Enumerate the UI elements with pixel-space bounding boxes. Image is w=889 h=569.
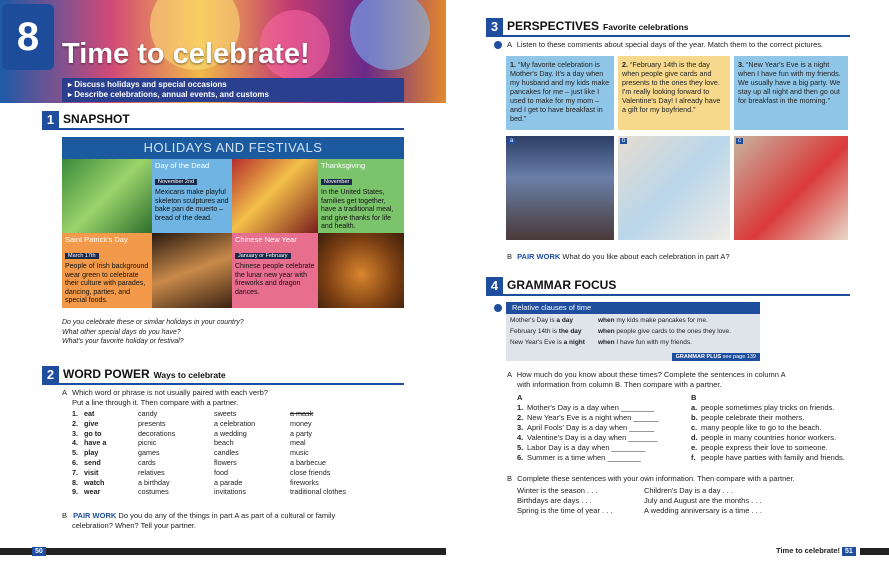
running-footer: Time to celebrate! — [776, 546, 841, 555]
sentence-prompt: Children's Day is a day . . . — [644, 486, 733, 495]
verb: watch — [84, 477, 105, 487]
comment-text: “New Year's Eve is a night when I have fun with my friends. We usually have a big party. We stay up all night and then go out for breakfast in the morning.” — [738, 60, 841, 105]
comment-text: “February 14th is the day when people give cards and presents to the ones they love. I'm really looking forward to Valentine's Day! I already have a gift for my boyfriend.” — [622, 60, 721, 114]
item-number: 4. — [72, 438, 78, 448]
photo-skeleton-sculptures — [152, 233, 232, 308]
word-row — [72, 448, 370, 458]
word-option[interactable]: a parade — [214, 477, 243, 487]
comment-number: 3. — [738, 60, 744, 69]
item-number: 1. — [72, 409, 78, 418]
word-option[interactable]: traditional clothes — [290, 487, 346, 497]
footer-bar-left — [0, 548, 446, 555]
prompts-left — [517, 486, 612, 516]
verb: wear — [84, 487, 101, 497]
grammar-plus-link[interactable]: GRAMMAR PLUS see page 139 — [672, 353, 760, 361]
section-number: 3 — [486, 18, 503, 35]
audio-play-icon[interactable] — [494, 304, 502, 312]
column-b-head: B — [691, 393, 697, 402]
perspectives-b: B PAIR WORK What do you like about each celebration in part A? — [507, 252, 730, 261]
exercise-b: B PAIR WORK Do you do any of the things in part A as part of a cultural or family celebration? When? Tell your partner. — [62, 511, 336, 530]
match-item: a. people sometimes play tricks on friends. — [691, 403, 835, 412]
card-chinese-new-year: Chinese New Year January or February Chinese people celebrate the lunar new year with fireworks and dragon dances. — [232, 233, 318, 308]
page-number-left: 50 — [32, 547, 46, 556]
sentence-prompt: A wedding anniversary is a time . . . — [644, 506, 762, 515]
grammar-b-instructions: B Complete these sentences with your own information. Then compare with a partner. — [507, 474, 795, 483]
sentence-prompt: Winter is the season . . . — [517, 486, 598, 495]
match-item: 5. Labor Day is a day when ________ — [517, 443, 646, 452]
word-option[interactable]: games — [138, 448, 160, 458]
word-option[interactable]: cards — [138, 457, 156, 467]
grammar-a-instructions: A How much do you know about these times? Complete the sentences in column A with information from column B. Then compare with a partner. — [507, 370, 786, 389]
column-b — [691, 403, 845, 463]
word-option[interactable]: flowers — [214, 457, 237, 467]
item-number: 5. — [72, 448, 78, 458]
grammar-box-title: Relative clauses of time — [506, 302, 760, 314]
unit-goals — [62, 78, 404, 102]
word-option[interactable]: candy — [138, 409, 158, 418]
match-item: c. many people like to go to the beach. — [691, 423, 822, 432]
grammar-box — [506, 302, 760, 361]
word-option[interactable]: a celebration — [214, 418, 256, 428]
section-title: SNAPSHOT — [63, 112, 130, 126]
column-a — [517, 403, 659, 463]
word-option[interactable]: relatives — [138, 467, 165, 477]
word-option[interactable]: music — [290, 448, 309, 458]
comment-card — [734, 56, 848, 130]
footer-bar-right — [860, 548, 889, 555]
match-item: 2. New Year's Eve is a night when ______ — [517, 413, 659, 422]
goal-item: ▸ Discuss holidays and special occasions — [68, 80, 227, 89]
card-saint-patricks-day: Saint Patrick's Day March 17th People of Irish background wear green to celebrate their culture with parades, dancing, parties, and special foods. — [62, 233, 152, 308]
section-number: 1 — [42, 111, 59, 128]
sentence-prompt: Birthdays are days . . . — [517, 496, 592, 505]
word-option[interactable]: a wedding — [214, 428, 247, 438]
word-option[interactable]: picnic — [138, 438, 157, 448]
word-option[interactable]: a party — [290, 428, 312, 438]
verb: send — [84, 457, 101, 467]
section-title: PERSPECTIVES Favorite celebrations — [507, 19, 689, 33]
comment-card — [618, 56, 730, 130]
word-option[interactable]: money — [290, 418, 312, 428]
verb: go to — [84, 428, 102, 438]
goal-item: ▸ Describe celebrations, annual events, and customs — [68, 90, 269, 99]
exercise-label-a: A — [62, 388, 68, 397]
item-number: 8. — [72, 477, 78, 487]
sentence-prompt: Spring is the time of year . . . — [517, 506, 613, 515]
word-option[interactable]: a mask — [290, 409, 314, 418]
item-number: 7. — [72, 467, 78, 477]
section-rule — [486, 294, 850, 296]
photo-parade — [62, 159, 152, 233]
hero-photo-highlight — [350, 0, 430, 70]
word-row — [72, 419, 370, 429]
item-number: 2. — [72, 418, 78, 428]
comment-number: 2. — [622, 60, 628, 69]
match-item: e. people express their love to someone. — [691, 443, 828, 452]
column-a-head: A — [517, 393, 523, 402]
word-option[interactable]: food — [214, 467, 228, 477]
word-row — [72, 429, 370, 439]
section-title: GRAMMAR FOCUS — [507, 278, 617, 292]
section-rule — [42, 383, 404, 385]
word-row — [72, 409, 370, 419]
section-rule — [486, 35, 850, 37]
picture-a: a — [506, 136, 614, 240]
word-option[interactable]: a barbecue — [290, 457, 326, 467]
match-item: f. people have parties with family and friends. — [691, 453, 845, 462]
verb: give — [84, 418, 99, 428]
card-day-of-the-dead: Day of the Dead November 2nd Mexicans make playful skeleton sculptures and bake pan de muerto – bread of the dead. — [152, 159, 232, 233]
word-row — [72, 468, 370, 478]
comment-text: “My favorite celebration is Mother's Day. It's a day when my husband and my kids make pancakes for me – just like I used to make for my mom – and I get to have breakfast in bed.” — [510, 60, 610, 123]
item-number: 9. — [72, 487, 78, 497]
verb: eat — [84, 409, 95, 418]
word-option[interactable]: decorations — [138, 428, 176, 438]
section-number: 2 — [42, 366, 59, 383]
word-option[interactable]: invitations — [214, 487, 246, 497]
word-row — [72, 478, 370, 488]
word-option[interactable]: presents — [138, 418, 166, 428]
word-option[interactable]: a birthday — [138, 477, 170, 487]
verb: have a — [84, 438, 107, 448]
word-row — [72, 438, 370, 448]
word-option[interactable]: sweets — [214, 409, 237, 418]
word-row — [72, 487, 370, 497]
match-item: 6. Summer is a time when ________ — [517, 453, 641, 462]
exercise-instructions: Which word or phrase is not usually paired with each verb? Put a line through it. Then compare with a partner. — [72, 388, 268, 407]
picture-b: b — [618, 136, 730, 240]
match-item: 1. Mother's Day is a day when ________ — [517, 403, 655, 412]
section-number: 4 — [486, 277, 503, 294]
perspectives-instruction: A Listen to these comments about special days of the year. Match them to the correct pictures. — [507, 40, 824, 49]
section-rule — [42, 128, 404, 130]
audio-play-icon[interactable] — [494, 41, 502, 49]
word-option[interactable]: meal — [290, 438, 306, 448]
unit-title: Time to celebrate! — [62, 38, 310, 70]
item-number: 3. — [72, 428, 78, 438]
snapshot-header: HOLIDAYS AND FESTIVALS — [62, 137, 404, 159]
snapshot-questions: Do you celebrate these or similar holidays in your country? What other special days do you have? What's your favorite holiday or festival? — [62, 319, 244, 345]
snapshot-infographic — [62, 137, 404, 308]
match-item: b. people celebrate their mothers. — [691, 413, 805, 422]
word-option[interactable]: candles — [214, 448, 239, 458]
grammar-example: Mother's Day is a day when my kids make pancakes for me. — [510, 317, 708, 324]
photo-dragon-dance — [232, 159, 318, 233]
comment-card — [506, 56, 614, 130]
picture-c: c — [734, 136, 848, 240]
page-number-right: 51 — [842, 547, 856, 556]
word-table — [72, 409, 370, 497]
grammar-example: February 14th is the day when people give cards to the ones they love. — [510, 328, 731, 335]
match-item: 4. Valentine's Day is a day when _______ — [517, 433, 658, 442]
prompts-right — [644, 486, 762, 516]
unit-number: 8 — [2, 4, 54, 70]
comment-number: 1. — [510, 60, 516, 69]
sentence-prompt: July and August are the months . . . — [644, 496, 762, 505]
word-option[interactable]: close friends — [290, 467, 331, 477]
verb: play — [84, 448, 99, 458]
card-thanksgiving: Thanksgiving November In the United States, families get together, have a traditional meal, and give thanks for life and health. — [318, 159, 404, 233]
grammar-example: New Year's Eve is a night when I have fun with my friends. — [510, 339, 692, 346]
item-number: 6. — [72, 457, 78, 467]
match-item: 3. April Fools' Day is a day when ______ — [517, 423, 655, 432]
photo-thanksgiving-turkey — [318, 233, 404, 308]
match-item: d. people in many countries honor workers. — [691, 433, 837, 442]
section-title: WORD POWER Ways to celebrate — [63, 367, 226, 381]
word-option[interactable]: beach — [214, 438, 234, 448]
word-option[interactable]: costumes — [138, 487, 169, 497]
verb: visit — [84, 467, 99, 477]
word-row — [72, 458, 370, 468]
word-option[interactable]: fireworks — [290, 477, 319, 487]
